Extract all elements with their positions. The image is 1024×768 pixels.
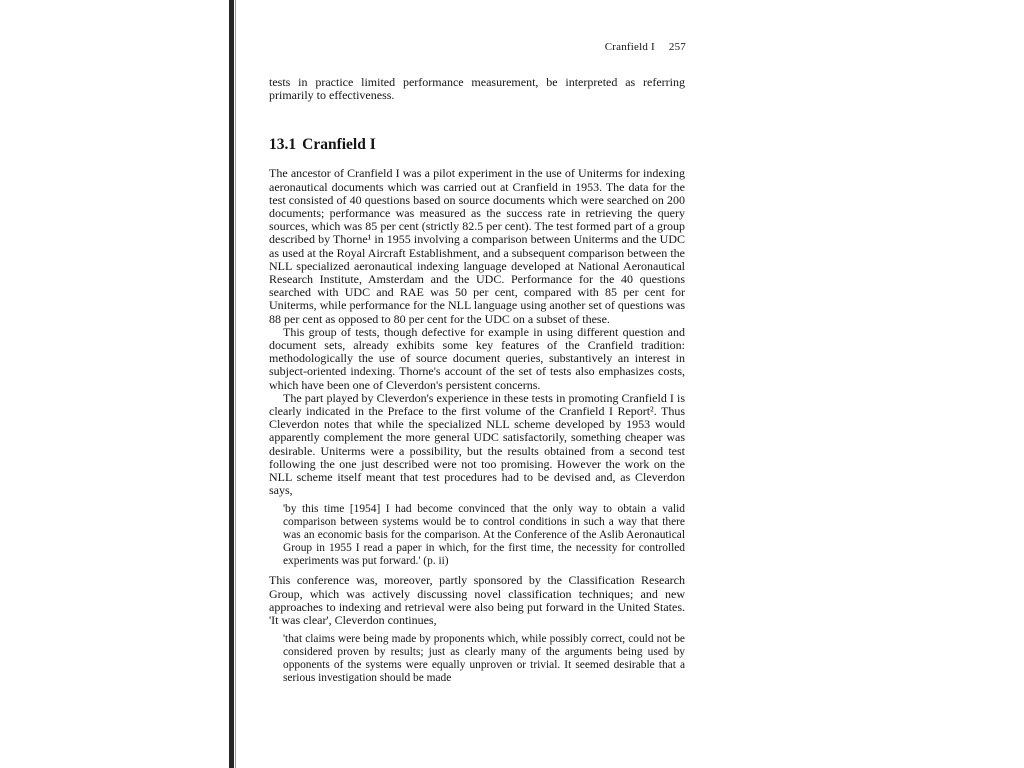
running-head <box>605 41 686 53</box>
paragraph: This group of tests, though defective for example in using different question and document sets, already exhibits some key features of the Cranfield tradition: methodologically the use of source document queries, substantively an interest in subject-oriented indexing. Thorne's account of the set of tests also emphasizes costs, which have been one of Cleverdon's persistent concerns. <box>269 324 685 392</box>
quote-text: 'that claims were being made by proponents which, while possibly correct, could not be considered proven by results; just as clearly many of the arguments being used by opponents of the systems were equally unproven or trivial. It seemed desirable that a serious investigation should be made <box>283 633 685 685</box>
page-binding-edge <box>229 0 234 768</box>
paragraph: The ancestor of Cranfield I was a pilot experiment in the use of Uniterms for indexing aeronautical documents which was carried out at Cranfield in 1953. The data for the test consisted of 40 questions based on source documents which were searched on 200 documents; performance was measured as the success rate in retrieving the query sources, which was 85 per cent (strictly 82.5 per cent). The test formed part of a group described by Thorne¹ in 1955 involving a comparison between Uniterms and the UDC as used at the Royal Aircraft Establishment, and a subsequent comparison between the NLL specialized aeronautical indexing language developed at National Aeronautical Research Institute, Amsterdam and the UDC. Performance for the 40 questions searched with UDC and RAE was 50 per cent, compared with 85 per cent for Uniterms, while performance for the NLL language using another set of questions was 88 per cent as opposed to 80 per cent for the UDC on a subset of these. <box>269 166 685 326</box>
block-quote <box>283 633 685 685</box>
opening-paragraph: tests in practice limited performance measurement, be interpreted as referring primarily to effectiveness. <box>269 75 685 103</box>
quote-text: 'by this time [1954] I had become convinced that the only way to obtain a valid comparison between systems would be to control conditions in such a way that there was an economic basis for the comparison. At the Conference of the Aslib Aeronautical Group in 1955 I read a paper in which, for the first time, the necessity for controlled experiments was put forward.' (p. ii) <box>283 503 685 568</box>
paragraph: The part played by Cleverdon's experience in these tests in promoting Cranfield I is clearly indicated in the Preface to the first volume of the Cranfield I Report². Thus Cleverdon notes that while the specialized NLL scheme developed by 1953 would apparently complement the more general UDC satisfactorily, something cheaper was desirable. Uniterms were a possibility, but the results obtained from a second test following the one just described were not too promising. However the work on the NLL scheme itself meant that test procedures had to be devised and, as Cleverdon says, <box>269 390 685 498</box>
section-title: Cranfield I <box>302 136 376 154</box>
running-head-title: Cranfield I <box>604 41 655 53</box>
body-text <box>269 76 685 691</box>
block-quote <box>283 503 685 568</box>
section-number: 13.1 <box>269 136 297 154</box>
page-number: 257 <box>668 41 686 53</box>
section-heading <box>269 136 685 154</box>
paragraph: This conference was, moreover, partly sponsored by the Classification Research Group, which was actively discussing novel classification techniques; and new approaches to indexing and retrieval were also being put forward in the United States. 'It was clear', Cleverdon continues, <box>269 573 685 628</box>
